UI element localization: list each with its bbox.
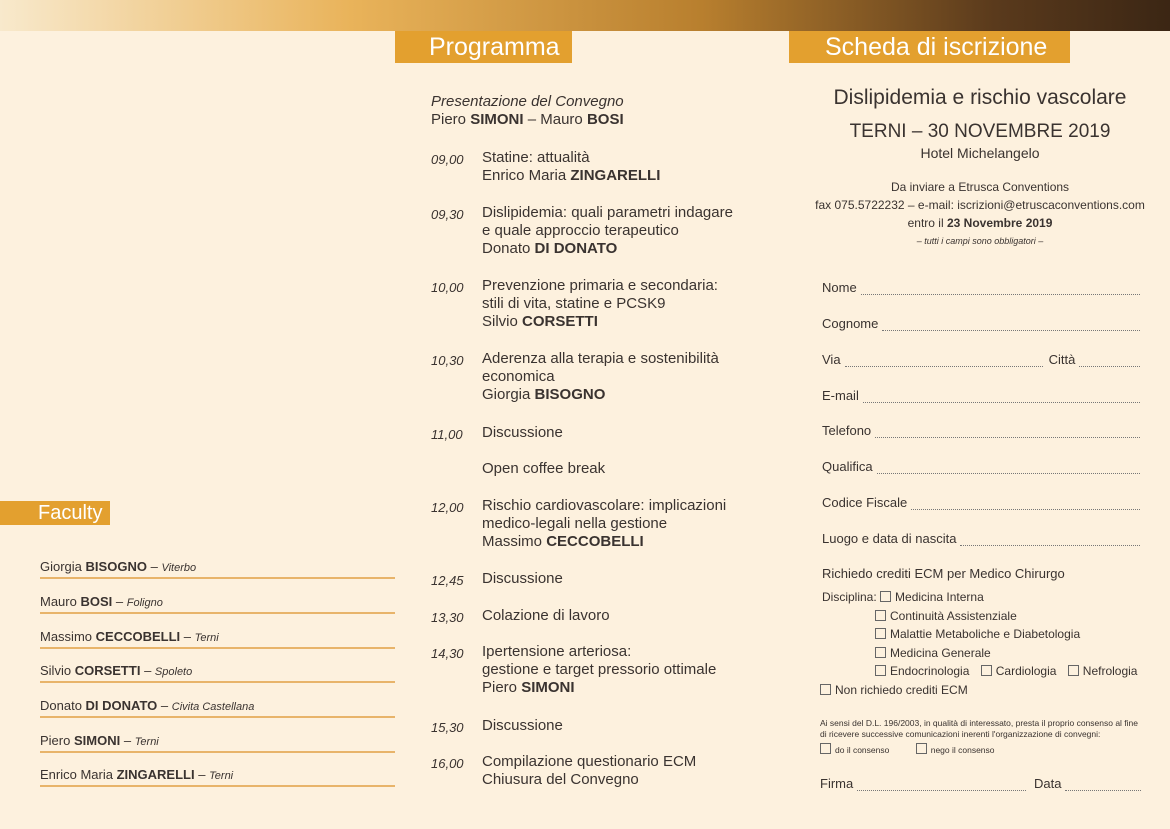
field-label: Telefono bbox=[822, 423, 872, 438]
luogo-nascita-field[interactable] bbox=[822, 531, 1140, 546]
intro-speakers bbox=[431, 111, 624, 129]
programma-line: medico-legali nella gestione bbox=[482, 515, 668, 532]
speaker-last: CORSETTI bbox=[522, 313, 598, 330]
faculty-city: Spoleto bbox=[154, 666, 193, 678]
codice-fiscale-field[interactable] bbox=[822, 495, 1140, 510]
faculty-dash: – bbox=[123, 733, 132, 748]
codice-fiscale-input[interactable] bbox=[911, 499, 1140, 510]
field-label: Firma bbox=[820, 776, 854, 791]
consent-options bbox=[820, 743, 995, 755]
consent-no-label: nego il consenso bbox=[930, 745, 995, 755]
checkbox[interactable] bbox=[875, 665, 886, 676]
deadline bbox=[790, 216, 1170, 230]
faculty-row bbox=[40, 630, 395, 649]
cognome-input[interactable] bbox=[882, 320, 1140, 331]
faculty-city: Terni bbox=[209, 770, 234, 782]
programma-time: 12,00 bbox=[431, 500, 464, 515]
programma-time: 14,30 bbox=[431, 646, 464, 661]
programma-speaker bbox=[482, 240, 782, 258]
programma-time: 10,30 bbox=[431, 353, 464, 368]
field-label: Luogo e data di nascita bbox=[822, 531, 957, 546]
faculty-row bbox=[40, 664, 395, 683]
privacy-text: Ai sensi del D.L. 196/2003, in qualità di interessato, presta il proprio consenso al fine di ricevere successive comunicazioni inerenti l'organizzazione di convegni: bbox=[820, 718, 1138, 739]
qualifica-input[interactable] bbox=[877, 463, 1140, 474]
speaker-first: Piero bbox=[482, 679, 518, 696]
intro bbox=[431, 93, 624, 129]
data-field[interactable] bbox=[1034, 776, 1141, 791]
top-banner bbox=[0, 0, 1170, 31]
deadline-prefix: entro il bbox=[907, 216, 944, 230]
faculty-dash: – bbox=[183, 629, 191, 644]
faculty-last: ZINGARELLI bbox=[116, 767, 195, 782]
programma-time: 15,30 bbox=[431, 720, 464, 735]
deadline-date: 23 Novembre 2019 bbox=[946, 216, 1053, 230]
speaker-last: CECCOBELLI bbox=[546, 533, 644, 550]
checkbox[interactable] bbox=[875, 628, 886, 639]
programma-time: 09,30 bbox=[431, 207, 464, 222]
discipline-label: Medicina Interna bbox=[895, 590, 984, 604]
citta-input[interactable] bbox=[1079, 356, 1140, 367]
speaker-first: Enrico Maria bbox=[482, 167, 567, 184]
checkbox[interactable] bbox=[981, 665, 992, 676]
programma-content bbox=[482, 753, 782, 789]
programma-line: Statine: attualità bbox=[482, 149, 590, 166]
programma-speaker bbox=[482, 679, 782, 697]
faculty-last: CECCOBELLI bbox=[95, 629, 181, 644]
faculty-city: Civita Castellana bbox=[171, 701, 255, 713]
programma-speaker bbox=[482, 167, 782, 185]
checkbox[interactable] bbox=[1068, 665, 1079, 676]
programma-line: Discussione bbox=[482, 570, 563, 587]
faculty-city: Viterbo bbox=[161, 562, 197, 574]
faculty-first: Mauro bbox=[40, 594, 77, 609]
programma-content bbox=[482, 350, 782, 404]
programma-content bbox=[482, 497, 782, 551]
field-label: Qualifica bbox=[822, 459, 873, 474]
checkbox[interactable] bbox=[820, 684, 831, 695]
field-label: Cognome bbox=[822, 316, 879, 331]
speaker-last: ZINGARELLI bbox=[570, 167, 661, 184]
faculty-row bbox=[40, 699, 395, 718]
speaker-last: DI DONATO bbox=[534, 240, 618, 257]
faculty-row bbox=[40, 768, 395, 787]
discipline-label: Cardiologia bbox=[995, 664, 1057, 678]
via-input[interactable] bbox=[845, 356, 1043, 367]
faculty-header: Faculty bbox=[0, 501, 110, 525]
speaker-first: Donato bbox=[482, 240, 531, 257]
programma-time: 16,00 bbox=[431, 756, 464, 771]
programma-content bbox=[482, 607, 782, 625]
field-label: Codice Fiscale bbox=[822, 495, 908, 510]
field-label: E-mail bbox=[822, 388, 859, 403]
ecm-request: Richiedo crediti ECM per Medico Chirurgo bbox=[822, 566, 1065, 581]
programma-content bbox=[482, 570, 782, 588]
field-label: Via bbox=[822, 352, 841, 367]
checkbox[interactable] bbox=[880, 591, 891, 602]
telefono-field[interactable] bbox=[822, 423, 1140, 438]
faculty-first: Piero bbox=[40, 733, 71, 748]
programma-header: Programma bbox=[395, 31, 572, 63]
email-input[interactable] bbox=[863, 392, 1140, 403]
field-label: Città bbox=[1048, 352, 1076, 367]
field-label: Nome bbox=[822, 280, 857, 295]
separator: – bbox=[527, 111, 537, 128]
speaker-first: Massimo bbox=[482, 533, 543, 550]
speaker-last: SIMONI bbox=[470, 111, 524, 128]
faculty-city: Terni bbox=[194, 632, 219, 644]
programma-content bbox=[482, 424, 782, 442]
programma-time: 10,00 bbox=[431, 280, 464, 295]
faculty-last: BOSI bbox=[80, 594, 113, 609]
programma-line: Ipertensione arteriosa: bbox=[482, 643, 632, 660]
scheda-header: Scheda di iscrizione bbox=[789, 31, 1070, 63]
disciplines bbox=[822, 588, 1137, 699]
faculty-last: SIMONI bbox=[73, 733, 121, 748]
faculty-dash: – bbox=[198, 767, 206, 782]
send-to: Da inviare a Etrusca Conventions bbox=[890, 180, 1070, 194]
consent-yes-label: do il consenso bbox=[835, 745, 890, 755]
via-citta-field[interactable] bbox=[822, 352, 1140, 367]
discipline-label: Malattie Metaboliche e Diabetologia bbox=[890, 627, 1081, 641]
faculty-row bbox=[40, 734, 395, 753]
discipline-label: Nefrologia bbox=[1082, 664, 1138, 678]
programma-speaker bbox=[482, 386, 782, 404]
programma-line: Open coffee break bbox=[482, 460, 606, 477]
telefono-input[interactable] bbox=[875, 427, 1140, 438]
programma-time: 13,30 bbox=[431, 610, 464, 625]
faculty-last: CORSETTI bbox=[74, 663, 141, 678]
event-date: TERNI – 30 NOVEMBRE 2019 bbox=[849, 121, 1111, 142]
event-title: Dislipidemia e rischio vascolare bbox=[833, 86, 1127, 109]
firma-field[interactable] bbox=[820, 776, 1026, 791]
cognome-field[interactable] bbox=[822, 316, 1140, 331]
programma-content bbox=[482, 204, 782, 258]
faculty-dash: – bbox=[150, 559, 158, 574]
checkbox[interactable] bbox=[916, 743, 927, 754]
programma-line: Dislipidemia: quali parametri indagare bbox=[482, 204, 733, 221]
programma-line: gestione e target pressorio ottimale bbox=[482, 661, 717, 678]
no-ecm-label: Non richiedo crediti ECM bbox=[835, 682, 968, 697]
intro-title: Presentazione del Convegno bbox=[431, 93, 624, 110]
mandatory-note: – tutti i campi sono obbligatori – bbox=[916, 236, 1044, 246]
event-venue: Hotel Michelangelo bbox=[920, 145, 1040, 161]
qualifica-field[interactable] bbox=[822, 459, 1140, 474]
email-field[interactable] bbox=[822, 388, 1140, 403]
programma-time: 12,45 bbox=[431, 573, 464, 588]
faculty-first: Massimo bbox=[40, 629, 93, 644]
programma-line: Discussione bbox=[482, 424, 563, 441]
programma-line: Compilazione questionario ECM bbox=[482, 753, 697, 770]
faculty-dash: – bbox=[144, 663, 152, 678]
speaker-first: Mauro bbox=[540, 111, 583, 128]
discipline-label: Continuità Assistenziale bbox=[890, 608, 1017, 623]
speaker-last: SIMONI bbox=[521, 679, 575, 696]
programma-content bbox=[482, 149, 782, 185]
faculty-first: Donato bbox=[40, 698, 82, 713]
faculty-city: Terni bbox=[134, 736, 159, 748]
faculty-row bbox=[40, 560, 395, 579]
speaker-first: Silvio bbox=[482, 313, 518, 330]
faculty-last: BISOGNO bbox=[85, 559, 147, 574]
programma-time: 09,00 bbox=[431, 152, 464, 167]
programma-content bbox=[482, 717, 782, 735]
luogo-nascita-input[interactable] bbox=[960, 535, 1140, 546]
contacts: fax 075.5722232 – e-mail: iscrizioni@etruscaconventions.com bbox=[815, 198, 1145, 212]
programma-content bbox=[482, 643, 782, 697]
programma-line: Aderenza alla terapia e sostenibilità bbox=[482, 350, 719, 367]
faculty-dash: – bbox=[115, 594, 124, 609]
programma-line: Discussione bbox=[482, 717, 563, 734]
faculty-first: Silvio bbox=[40, 663, 72, 678]
faculty-first: Giorgia bbox=[40, 559, 82, 574]
programma-line: Prevenzione primaria e secondaria: bbox=[482, 277, 718, 294]
nome-input[interactable] bbox=[861, 284, 1140, 295]
programma-line: Colazione di lavoro bbox=[482, 607, 610, 624]
speaker-first: Giorgia bbox=[482, 386, 531, 403]
programma-speaker bbox=[482, 313, 782, 331]
firma-input[interactable] bbox=[857, 780, 1026, 791]
discipline-label: Medicina Generale bbox=[890, 645, 991, 660]
faculty-first: Enrico Maria bbox=[40, 767, 113, 782]
programma-content bbox=[482, 460, 782, 478]
checkbox[interactable] bbox=[875, 610, 886, 621]
data-input[interactable] bbox=[1065, 780, 1141, 791]
programma-line: stili di vita, statine e PCSK9 bbox=[482, 295, 666, 312]
nome-field[interactable] bbox=[822, 280, 1140, 295]
speaker-last: BOSI bbox=[586, 111, 624, 128]
faculty-dash: – bbox=[160, 698, 169, 713]
field-label: Data bbox=[1034, 776, 1062, 791]
faculty-last: DI DONATO bbox=[85, 698, 158, 713]
checkbox[interactable] bbox=[820, 743, 831, 754]
programma-content bbox=[482, 277, 782, 331]
faculty-row bbox=[40, 595, 395, 614]
speaker-last: BISOGNO bbox=[534, 386, 606, 403]
checkbox[interactable] bbox=[875, 647, 886, 658]
programma-line: economica bbox=[482, 368, 555, 385]
programma-line: Chiusura del Convegno bbox=[482, 771, 639, 788]
disciplina-label: Disciplina: bbox=[822, 590, 877, 604]
programma-line: Rischio cardiovascolare: implicazioni bbox=[482, 497, 727, 514]
programma-line: e quale approccio terapeutico bbox=[482, 222, 679, 239]
speaker-first: Piero bbox=[431, 111, 467, 128]
programma-speaker bbox=[482, 533, 782, 551]
programma-time: 11,00 bbox=[431, 427, 463, 442]
discipline-label: Endocrinologia bbox=[890, 664, 970, 678]
faculty-city: Foligno bbox=[126, 597, 163, 609]
